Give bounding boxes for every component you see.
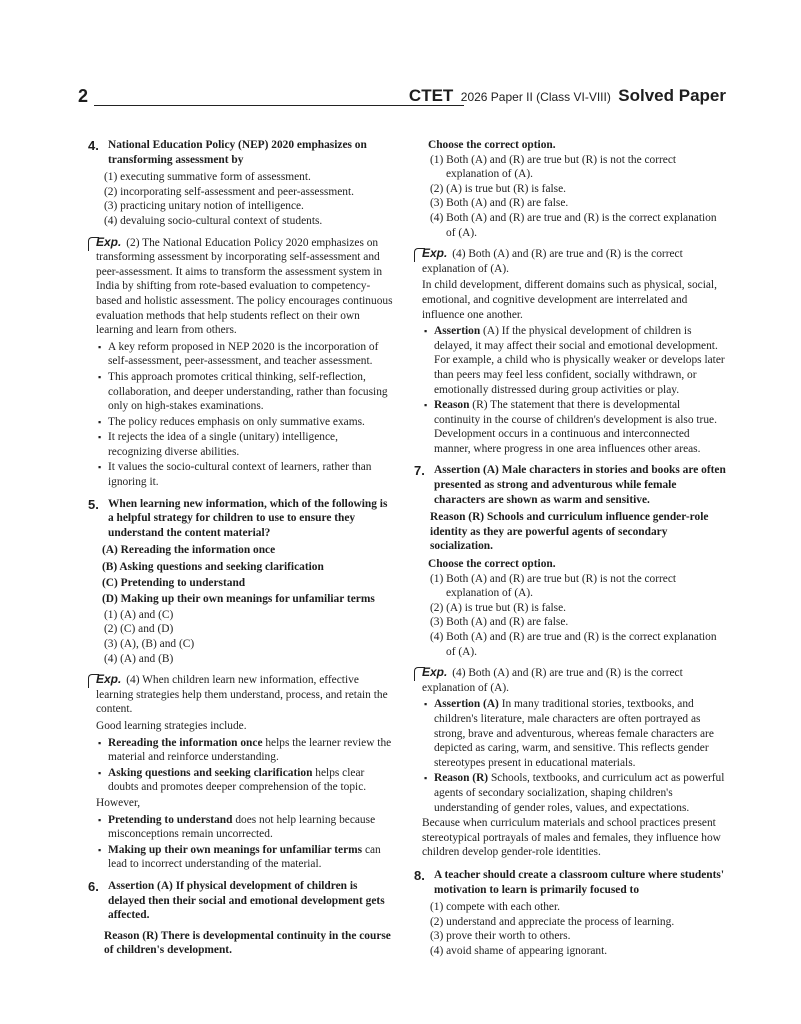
options-list <box>88 608 394 666</box>
explanation-bracket <box>88 237 99 251</box>
option: (4) Both (A) and (R) are true and (R) is the correct explanation of (A). <box>430 211 717 239</box>
explanation <box>88 235 394 490</box>
question-number: 5. <box>88 496 99 512</box>
bullet-item: ▪ Reason (R) The statement that there is developmental continuity in the course of children's development is also true. Development occurs in a continuous and interconnected manner, where progress in one area influences other areas. <box>424 399 717 455</box>
bullet-text: Schools, textbooks, and curriculum act as powerful agents of secondary socialization, shaping children's understanding of gender roles, values, and expectations. <box>434 772 725 814</box>
statements-list <box>88 543 394 606</box>
bullet-item: ▪ It rejects the idea of a single (unitary) intelligence, recognizing diverse abilities. <box>98 431 338 458</box>
option: (2) (A) is true but (R) is false. <box>430 182 567 195</box>
option: (3) prove their worth to others. <box>430 930 571 943</box>
bullet-item: ▪ Pretending to understand does not help learning because misconceptions remain uncorrected. <box>98 813 376 841</box>
explanation-text: However, <box>96 796 141 809</box>
explanation-tag: Exp. <box>96 234 122 249</box>
option: (1) compete with each other. <box>430 901 560 914</box>
explanation-text: Because when curriculum materials and school practices present stereotypical portrayals of males and females, they influence how children develop gender-role identities. <box>422 817 721 859</box>
bullet-item: ▪ A key reform proposed in NEP 2020 is the incorporation of self-assessment, peer-assessment, and teacher assessment. <box>98 340 379 368</box>
option: (3) Both (A) and (R) are false. <box>430 616 569 629</box>
question-6 <box>88 879 394 923</box>
header-title <box>409 86 726 106</box>
right-column <box>414 138 728 958</box>
options-list <box>88 170 394 228</box>
option: (4) devaluing socio-cultural context of students. <box>104 214 323 227</box>
bullet-text: helps clear doubts and promotes deeper comprehension of the topic. <box>108 766 367 794</box>
bullet-item: ▪ This approach promotes critical thinking, self-reflection, collaboration, and deeper understanding, rather than focusing only on high-stakes examinations. <box>98 370 388 413</box>
option: (1) executing summative form of assessment. <box>104 171 311 184</box>
bullet-item: ▪ The policy reduces emphasis on only summative exams. <box>98 415 365 428</box>
statement: (D) Making up their own meanings for unfamiliar terms <box>102 592 375 605</box>
option: (3) (A), (B) and (C) <box>104 638 195 650</box>
explanation-tag: Exp. <box>422 246 448 261</box>
question-4 <box>88 138 394 167</box>
reason-text: Reason (R) There is developmental continuity in the course of children's development. <box>104 929 391 957</box>
bullet-item: ▪ Assertion (A) If the physical development of children is delayed, it may affect their social and emotional development. For example, a child who is physically weaker or develops later than peers may feel less confident, socially withdrawn, or emotionally distressed during group activities or play. <box>424 325 725 396</box>
statement: (C) Pretending to understand <box>102 576 246 589</box>
bullet-text: can lead to incorrect understanding of the material. <box>108 843 381 871</box>
page-number: 2 <box>78 86 89 106</box>
option: (3) Both (A) and (R) are false. <box>430 197 569 210</box>
explanation-text: (4) Both (A) and (R) are true and (R) is the correct explanation of (A). <box>422 248 683 275</box>
options-list <box>414 153 728 241</box>
bullet-text: helps the learner review the material and reinforce understanding. <box>108 736 392 764</box>
option: (1) Both (A) and (R) are true but (R) is not the correct explanation of (A). <box>430 153 677 181</box>
explanation-text: In child development, different domains such as physical, social, emotional, and cognitive development are interrelated and influence one another. <box>422 279 717 321</box>
question-5 <box>88 497 394 541</box>
bullet-text: The policy reduces emphasis on only summative exams. <box>108 415 365 428</box>
header-subtitle: 2026 Paper II (Class VI-VIII) <box>460 90 611 104</box>
left-column <box>88 138 394 958</box>
bullet-bold: Assertion <box>434 325 481 338</box>
bullet-item: ▪ It values the socio-cultural context of learners, rather than ignoring it. <box>98 461 372 489</box>
bullet-item: ▪ Asking questions and seeking clarification helps clear doubts and promotes deeper comprehension of the topic. <box>98 766 367 794</box>
question-text: A teacher should create a classroom culture where students' motivation to learn is primarily focused to <box>434 868 725 896</box>
bullet-bold: Rereading the information once <box>108 736 263 749</box>
bullet-bold: Reason <box>434 399 470 412</box>
bullet-text: A key reform proposed in NEP 2020 is the incorporation of self-assessment, peer-assessment, and teacher assessment. <box>108 340 379 368</box>
explanation-text: (4) When children learn new information, effective learning strategies help them understand, process, and retain the content. <box>96 674 388 716</box>
header-solved: Solved Paper <box>618 86 726 105</box>
option: (1) (A) and (C) <box>104 608 174 621</box>
choose-prompt: Choose the correct option. <box>428 558 556 571</box>
question-text: When learning new information, which of the following is a helpful strategy for children to use to ensure they understand the content material? <box>108 497 388 539</box>
bullet-item: ▪ Assertion (A) In many traditional stories, textbooks, and children's literature, male characters are often portrayed as strong, brave and adventurous, whereas female characters are depicted as caring, warm, and sensitive. This reflects gender stereotypes present in educational materials. <box>424 698 714 769</box>
explanation-tag: Exp. <box>422 665 448 680</box>
header-brand: CTET <box>408 86 454 105</box>
reason-text: Reason (R) Schools and curriculum influence gender-role identity as they are powerful agents of secondary socialization. <box>430 511 709 553</box>
option: (4) Both (A) and (R) are true and (R) is the correct explanation of (A). <box>430 631 717 658</box>
option: (2) (C) and (D) <box>104 623 174 636</box>
assertion-text: Assertion (A) Male characters in stories and books are often presented as strong and adventurous while female characters are shown as warm and sensitive. <box>434 464 726 506</box>
bullet-text: (A) If the physical development of children is delayed, it may affect their social and emotional development. For example, a child who is physically weaker or develops later than peers may feel less confident, socially withdrawn, or emotionally distressed during group activities or play. <box>434 325 725 396</box>
bullet-text: (R) The statement that there is developmental continuity in the course of children's development is also true. Development occurs in a continuous and interconnected manner, where progress in one area influences other areas. <box>434 399 717 455</box>
bullet-item: ▪ Reason (R) Schools, textbooks, and curriculum act as powerful agents of secondary socialization, shaping children's understanding of gender roles, values, and expectations. <box>424 772 725 814</box>
option: (2) understand and appreciate the process of learning. <box>430 915 675 928</box>
explanation-text: (4) Both (A) and (R) are true and (R) is the correct explanation of (A). <box>422 667 683 694</box>
bullet-bold: Making up their own meanings for unfamiliar terms <box>108 843 363 856</box>
bullet-text: It values the socio-cultural context of learners, rather than ignoring it. <box>108 461 372 489</box>
statement: (A) Rereading the information once <box>102 544 276 557</box>
page-header <box>72 88 726 108</box>
bullet-bold: Reason (R) <box>434 772 489 785</box>
option: (2) (A) is true but (R) is false. <box>430 601 567 614</box>
bullet-text: This approach promotes critical thinking, self-reflection, collaboration, and deeper understanding, rather than focusing only on high-stakes examinations. <box>108 370 388 413</box>
question-number: 6. <box>88 878 99 894</box>
explanation <box>414 246 728 456</box>
bullet-bold: Pretending to understand <box>108 813 233 826</box>
question-7 <box>414 463 728 507</box>
options-list <box>414 900 728 958</box>
question-number: 4. <box>88 138 99 153</box>
question-text: National Education Policy (NEP) 2020 emphasizes on transforming assessment by <box>108 139 367 166</box>
explanation-text: Good learning strategies include. <box>96 719 247 732</box>
question-number: 8. <box>414 867 425 883</box>
bullet-item: ▪ Rereading the information once helps the learner review the material and reinforce understanding. <box>98 736 392 764</box>
explanation-bracket <box>88 674 99 688</box>
statement: (B) Asking questions and seeking clarification <box>102 560 324 573</box>
choose-prompt: Choose the correct option. <box>428 139 556 151</box>
explanation-bracket <box>414 248 425 262</box>
options-list <box>414 572 728 660</box>
bullet-bold: Assertion (A) <box>434 698 499 711</box>
assertion-text: Assertion (A) If physical development of children is delayed then their social and emotional development gets affected. <box>108 879 385 922</box>
option: (1) Both (A) and (R) are true but (R) is not the correct explanation of (A). <box>430 572 677 600</box>
explanation <box>88 672 394 872</box>
bullet-bold: Asking questions and seeking clarification <box>108 766 313 779</box>
explanation-tag: Exp. <box>96 672 122 687</box>
bullet-text: In many traditional stories, textbooks, and children's literature, male characters are often portrayed as strong, brave and adventurous, whereas female characters are depicted as caring, warm, and sensitive. This reflects gender stereotypes present in educational materials. <box>434 698 714 769</box>
explanation <box>414 665 728 860</box>
option: (3) practicing unitary notion of intelligence. <box>104 200 304 213</box>
explanation-bracket <box>414 667 425 681</box>
option: (2) incorporating self-assessment and peer-assessment. <box>104 185 354 198</box>
bullet-text: It rejects the idea of a single (unitary) intelligence, recognizing diverse abilities. <box>108 431 338 458</box>
bullet-text: does not help learning because misconceptions remain uncorrected. <box>108 813 376 841</box>
bullet-item: ▪ Making up their own meanings for unfamiliar terms can lead to incorrect understanding of the material. <box>98 843 381 871</box>
question-number: 7. <box>414 463 425 479</box>
explanation-text: (2) The National Education Policy 2020 emphasizes on transforming assessment by incorporating self-assessment and peer-assessment. It aims to transform the assessment system in India by shifting from rote-based evaluation to competency-based and holistic assessment. The policy encourages continuous evaluation methods that help students reflect on their own learning and learn from others. <box>96 236 393 337</box>
question-8 <box>414 868 728 897</box>
option: (4) (A) and (B) <box>104 652 174 665</box>
option: (4) avoid shame of appearing ignorant. <box>430 944 608 957</box>
